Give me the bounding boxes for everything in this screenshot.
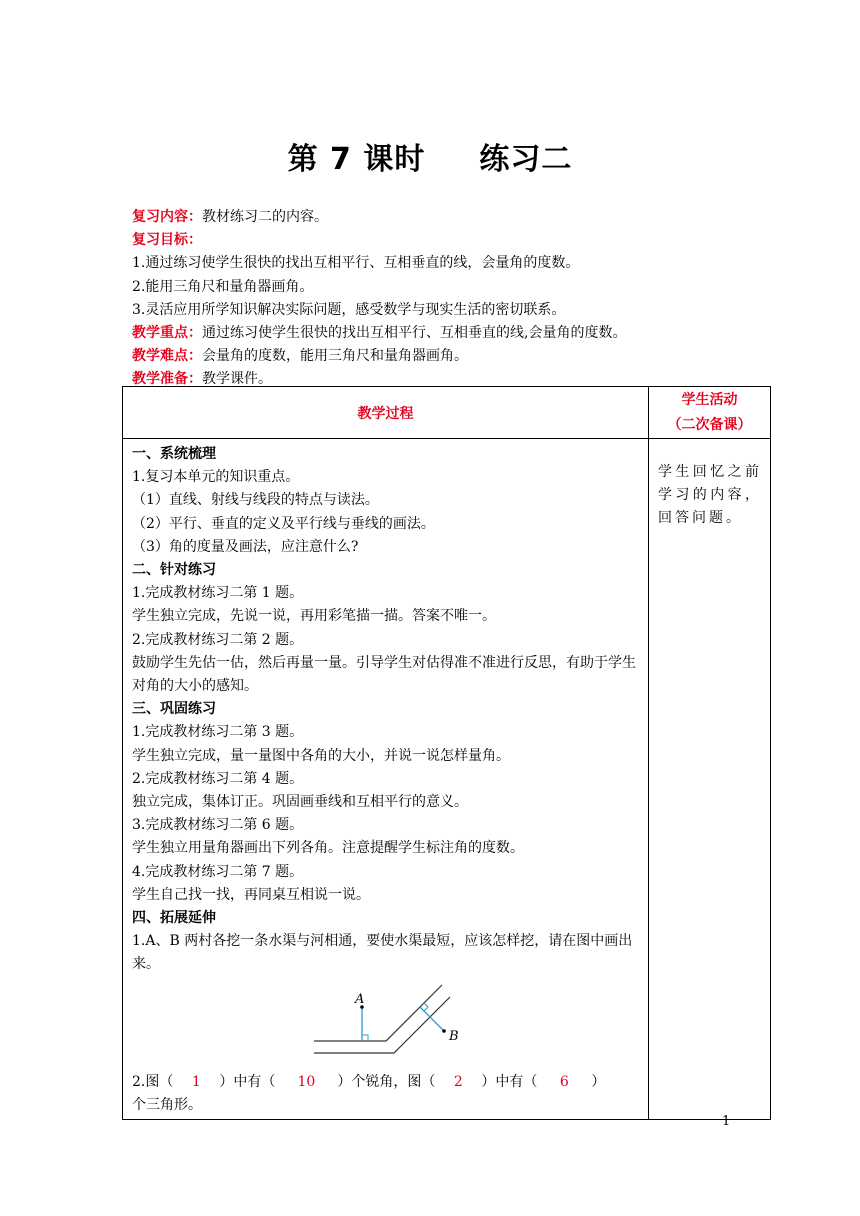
list-item: （1）直线、射线与线段的特点与读法。 — [132, 492, 379, 509]
answer-blank: 2 — [453, 1073, 463, 1090]
river-diagram — [314, 983, 474, 1063]
lesson-meta — [132, 206, 772, 392]
list-item: 2.完成教材练习二第 4 题。 — [132, 770, 304, 787]
header-teaching-process: 教学过程 — [123, 387, 649, 439]
review-content: 复习内容：教材练习二的内容。 — [132, 209, 328, 225]
list-item: 学生独立完成，量一量图中各角的大小，并说一说怎样量角。 — [132, 747, 510, 764]
fill-in-question: 2.图（ 1 ）中有（ 10 ）个锐角，图（ 2 ）中有（ 6 ） — [132, 1071, 640, 1094]
list-item: 1.复习本单元的知识重点。 — [132, 469, 300, 486]
student-activity-content: 学生回忆之前学习的内容，回答问题。 — [649, 439, 771, 1120]
list-item: 2.完成教材练习二第 2 题。 — [132, 631, 304, 648]
list-item: 学生独立完成，先说一说，再用彩笔描一描。答案不唯一。 — [132, 608, 496, 625]
list-item: 鼓励学生先估一估，然后再量一量。引导学生对估得准不准进行反思，有助于学生对角的大小的感知。 — [132, 654, 636, 695]
answer-blank: 1 — [191, 1073, 201, 1090]
canal-figure — [132, 977, 640, 1071]
difficulty: 教学难点：会量角的度数，能用三角尺和量角器画角。 — [132, 348, 468, 365]
list-item: 1.完成教材练习二第 1 题。 — [132, 585, 304, 602]
list-item: 1.A、B 两村各挖一条水渠与河相通，要使水渠最短，应该怎样挖，请在图中画出来。 — [132, 933, 633, 973]
list-item: 4.完成教材练习二第 7 题。 — [132, 863, 304, 880]
section-heading: 二、针对练习 — [132, 562, 216, 579]
section-heading: 一、系统梳理 — [132, 446, 216, 462]
teaching-process-content — [123, 439, 649, 1120]
answer-blank: 10 — [297, 1073, 316, 1090]
page-title: 第 7 课时 练习二 — [287, 142, 573, 177]
goal-item: 3.灵活应用所学知识解决实际问题，感受数学与现实生活的密切联系。 — [132, 301, 566, 318]
list-item: 3.完成教材练习二第 6 题。 — [132, 817, 304, 834]
label-b: B — [449, 1028, 459, 1044]
canal-line-b — [420, 1007, 444, 1031]
section-heading: 四、拓展延伸 — [132, 910, 216, 927]
goal-item: 2.能用三角尺和量角器画角。 — [132, 278, 314, 295]
page-number: 1 — [722, 1114, 731, 1129]
point-b — [442, 1029, 446, 1033]
goal-item: 1.通过练习使学生很快的找出互相平行、互相垂直的线，会量角的度数。 — [132, 255, 580, 272]
answer-blank: 6 — [559, 1073, 569, 1090]
preparation: 教学准备：教学课件。 — [132, 371, 272, 388]
list-item: （3）角的度量及画法，应注意什么? — [132, 538, 359, 555]
list-item: 独立完成，集体订正。巩固画垂线和互相平行的意义。 — [132, 794, 468, 811]
header-student-activity: 学生活动 （二次备课） — [649, 387, 771, 439]
fill-in-question-end: 个三角形。 — [132, 1096, 202, 1113]
key-point: 教学重点：通过练习使学生很快的找出互相平行、互相垂直的线,会量角的度数。 — [132, 325, 627, 342]
list-item: 学生独立用量角器画出下列各角。注意提醒学生标注角的度数。 — [132, 840, 524, 857]
list-item: 1.完成教材练习二第 3 题。 — [132, 724, 304, 741]
goals-label: 复习目标： — [132, 232, 202, 249]
section-heading: 三、巩固练习 — [132, 701, 216, 718]
list-item: 学生自己找一找，再同桌互相说一说。 — [132, 886, 370, 903]
list-item: （2）平行、垂直的定义及平行线与垂线的画法。 — [132, 515, 435, 532]
lesson-table — [122, 386, 771, 1120]
label-a: A — [355, 991, 365, 1007]
